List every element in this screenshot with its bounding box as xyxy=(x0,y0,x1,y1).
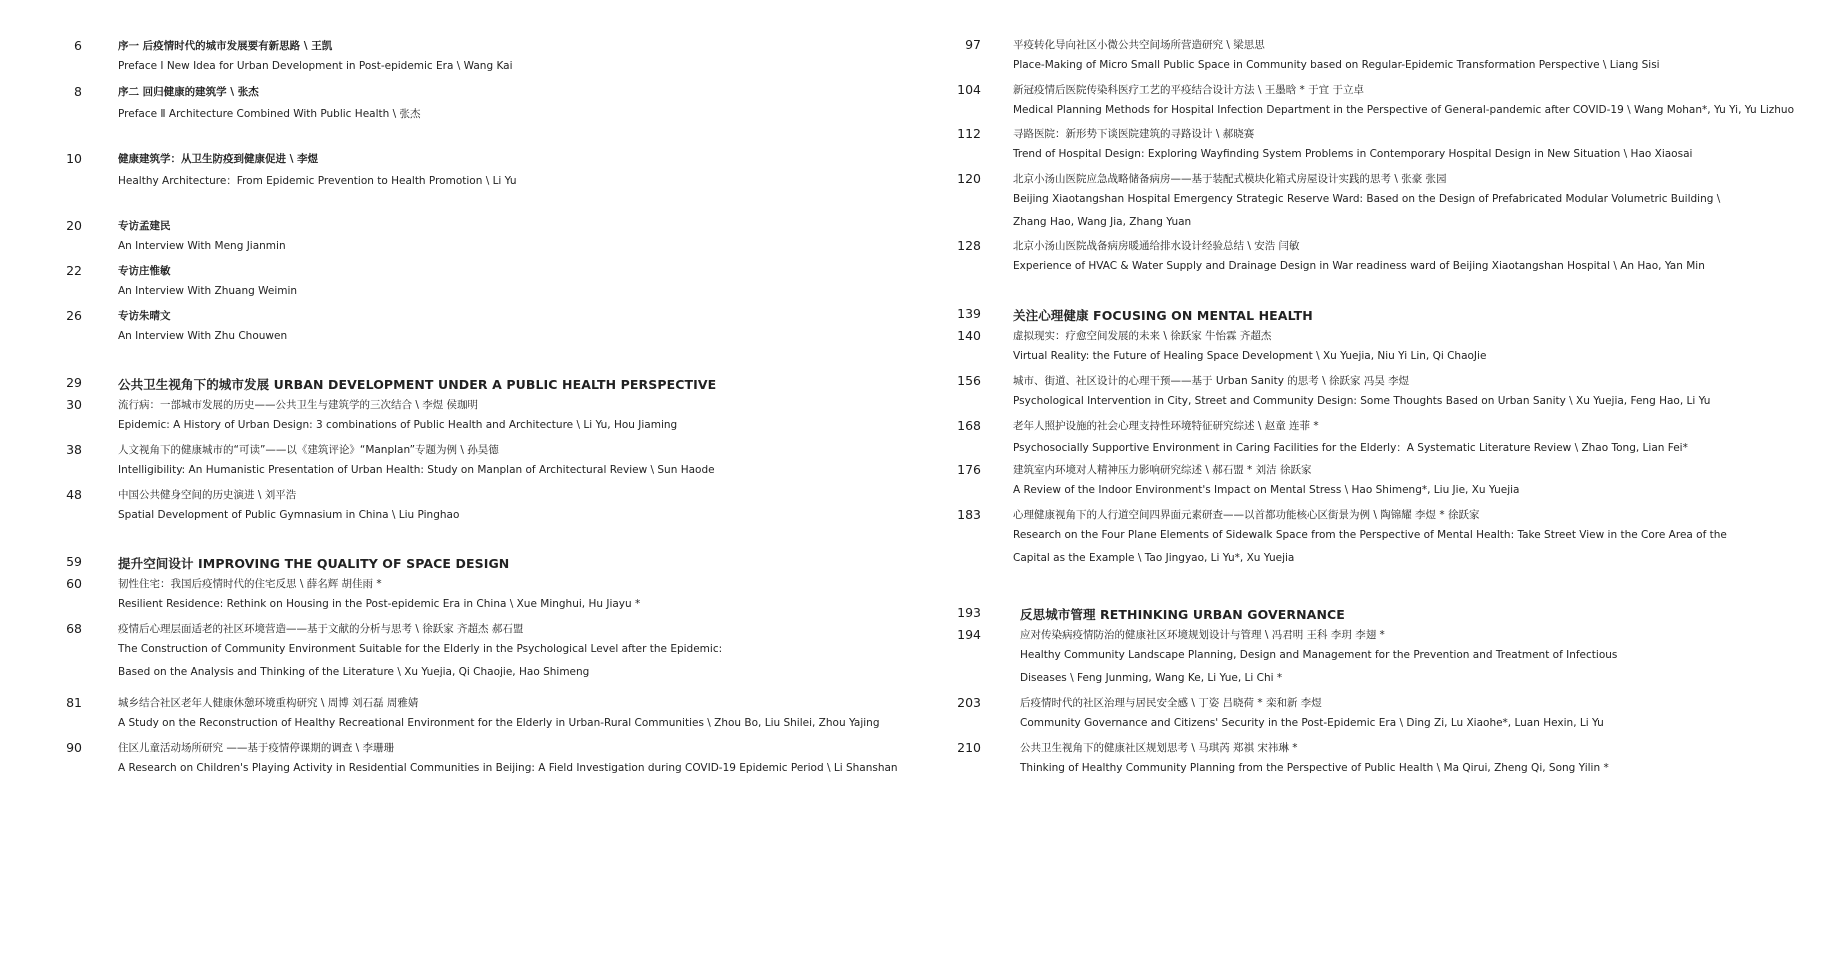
entry-title: 专访孟建民 xyxy=(118,220,171,232)
entry-subtitle: Trend of Hospital Design: Exploring Wayfinding System Problems in Contemporary Hospital Design in New Situation \ Hao Xiaosai xyxy=(1013,148,1693,161)
entry-subtitle: Epidemic: A History of Urban Design: 3 combinations of Public Health and Architecture \ Li Yu, Hou Jiaming xyxy=(118,419,678,432)
section-title: 关注心理健康 FOCUSING ON MENTAL HEALTH xyxy=(1013,308,1313,323)
entry-title: 北京小汤山医院战备病房暖通给排水设计经验总结 \ 安浩 闫敏 xyxy=(1013,240,1300,252)
entry-title: 建筑室内环境对人精神压力影响研究综述 \ 郝石盟 * 刘洁 徐跃家 xyxy=(1013,464,1312,476)
entry-title: 专访庄惟敏 xyxy=(118,265,171,277)
entry-subtitle: Place-Making of Micro Small Public Space in Community based on Regular-Epidemic Transformation Perspective \ Liang Sisi xyxy=(1013,59,1660,72)
entry-title: 疫情后心理层面适老的社区环境营造——基于文献的分析与思考 \ 徐跃家 齐超杰 郝石盟 xyxy=(118,623,524,635)
entry-title: 城市、街道、社区设计的心理干预——基于 Urban Sanity 的思考 \ 徐跃家 冯昊 李煜 xyxy=(1013,375,1410,387)
entry-subtitle: An Interview With Meng Jianmin xyxy=(118,240,286,253)
section-title: 公共卫生视角下的城市发展 URBAN DEVELOPMENT UNDER A PUBLIC HEALTH PERSPECTIVE xyxy=(118,377,717,392)
entry-subtitle: Preface Ⅱ Architecture Combined With Public Health \ 张杰 xyxy=(118,108,421,121)
entry-title: 公共卫生视角下的健康社区规划思考 \ 马琪芮 郑祺 宋祎琳 * xyxy=(1020,742,1298,754)
page-number: 156 xyxy=(957,373,981,388)
page-number: 38 xyxy=(66,442,82,457)
page-number: 30 xyxy=(66,397,82,412)
page-number: 176 xyxy=(957,462,981,477)
entry-subtitle: Spatial Development of Public Gymnasium in China \ Liu Pinghao xyxy=(118,509,460,522)
page-number: 48 xyxy=(66,487,82,502)
page-number: 81 xyxy=(66,695,82,710)
entry-subtitle: Capital as the Example \ Tao Jingyao, Li Yu*, Xu Yuejia xyxy=(1013,551,1295,564)
entry-subtitle: Experience of HVAC & Water Supply and Drainage Design in War readiness ward of Beijing Xiaotangshan Hospital \ An Hao, Yan Min xyxy=(1013,260,1705,273)
section-title: 提升空间设计 IMPROVING THE QUALITY OF SPACE DESIGN xyxy=(118,556,510,571)
page-number: 60 xyxy=(66,576,82,591)
page-number: 10 xyxy=(66,151,82,166)
entry-subtitle: Beijing Xiaotangshan Hospital Emergency Strategic Reserve Ward: Based on the Design of Prefabricated Modular Volumetric Building \ xyxy=(1013,193,1721,206)
entry-subtitle: A Review of the Indoor Environment's Impact on Mental Stress \ Hao Shimeng*, Liu Jie, Xu Yuejia xyxy=(1013,484,1520,497)
page-number: 26 xyxy=(66,308,82,323)
page-number: 112 xyxy=(957,126,981,141)
entry-title: 后疫情时代的社区治理与居民安全感 \ 丁姿 吕晓荷 * 栾和新 李煜 xyxy=(1020,697,1322,709)
page-number: 193 xyxy=(957,605,981,620)
entry-subtitle: An Interview With Zhu Chouwen xyxy=(118,330,288,343)
entry-title: 韧性住宅：我国后疫情时代的住宅反思 \ 薛名辉 胡佳雨 * xyxy=(118,578,382,590)
page-number: 140 xyxy=(957,328,981,343)
entry-subtitle: Virtual Reality: the Future of Healing Space Development \ Xu Yuejia, Niu Yi Lin, Qi ChaoJie xyxy=(1013,350,1487,363)
entry-subtitle: A Research on Children's Playing Activity in Residential Communities in Beijing: A Field Investigation during COVID-19 Epidemic Period \ Li Shanshan xyxy=(118,762,898,775)
entry-subtitle: A Study on the Reconstruction of Healthy Recreational Environment for the Elderly in Urban-Rural Communities \ Zhou Bo, Liu Shilei, Zhou Yajing xyxy=(118,717,880,730)
entry-subtitle: Thinking of Healthy Community Planning from the Perspective of Public Health \ Ma Qirui, Zheng Qi, Song Yilin * xyxy=(1020,762,1609,775)
entry-subtitle: Psychological Intervention in City, Street and Community Design: Some Thoughts Based on Urban Sanity \ Xu Yuejia, Feng Hao, Li Yu xyxy=(1013,395,1711,408)
page-number: 20 xyxy=(66,218,82,233)
page-number: 128 xyxy=(957,238,981,253)
entry-subtitle: Psychosocially Supportive Environment in Caring Facilities for the Elderly：A Systematic Literature Review \ Zhao Tong, Lian Fei* xyxy=(1013,442,1688,455)
entry-subtitle: Based on the Analysis and Thinking of the Literature \ Xu Yuejia, Qi Chaojie, Hao Shimeng xyxy=(118,665,590,678)
page-number: 59 xyxy=(66,554,82,569)
page-number: 168 xyxy=(957,418,981,433)
page-number: 139 xyxy=(957,306,981,321)
entry-title: 序二 回归健康的建筑学 \ 张杰 xyxy=(118,86,259,98)
entry-title: 人文视角下的健康城市的“可读”——以《建筑评论》“Manplan”专题为例 \ 孙昊德 xyxy=(118,444,499,456)
entry-subtitle: Community Governance and Citizens' Security in the Post-Epidemic Era \ Ding Zi, Lu Xiaohe*, Luan Hexin, Li Yu xyxy=(1020,717,1604,730)
page-number: 22 xyxy=(66,263,82,278)
entry-title: 虚拟现实：疗愈空间发展的未来 \ 徐跃家 牛怡霖 齐超杰 xyxy=(1013,330,1272,342)
entry-subtitle: Zhang Hao, Wang Jia, Zhang Yuan xyxy=(1013,215,1192,228)
page-number: 8 xyxy=(74,84,82,99)
entry-title: 住区儿童活动场所研究 ——基于疫情停课期的调查 \ 李珊珊 xyxy=(118,742,395,754)
page-number: 29 xyxy=(66,375,82,390)
entry-title: 序一 后疫情时代的城市发展要有新思路 \ 王凯 xyxy=(118,40,333,52)
entry-subtitle: Resilient Residence: Rethink on Housing in the Post-epidemic Era in China \ Xue Minghui, Hu Jiayu * xyxy=(118,598,641,611)
entry-subtitle: Preface Ⅰ New Idea for Urban Development in Post-epidemic Era \ Wang Kai xyxy=(118,60,513,73)
entry-title: 城乡结合社区老年人健康休憩环境重构研究 \ 周博 刘石磊 周雅婧 xyxy=(118,697,419,709)
entry-subtitle: Research on the Four Plane Elements of Sidewalk Space from the Perspective of Mental Health: Take Street View in the Core Area of the xyxy=(1013,529,1727,542)
page-number: 68 xyxy=(66,621,82,636)
section-title: 反思城市管理 RETHINKING URBAN GOVERNANCE xyxy=(1020,607,1345,622)
entry-title: 流行病：一部城市发展的历史——公共卫生与建筑学的三次结合 \ 李煜 侯珈明 xyxy=(118,399,479,411)
page-number: 210 xyxy=(957,740,981,755)
entry-title: 应对传染病疫情防治的健康社区环境规划设计与管理 \ 冯君明 王科 李玥 李翅 * xyxy=(1020,629,1385,641)
entry-title: 北京小汤山医院应急战略储备病房——基于装配式模块化箱式房屋设计实践的思考 \ 张豪 张园 xyxy=(1013,173,1447,185)
page-number: 203 xyxy=(957,695,981,710)
entry-title: 健康建筑学：从卫生防疫到健康促进 \ 李煜 xyxy=(118,153,319,165)
entry-subtitle: An Interview With Zhuang Weimin xyxy=(118,285,298,298)
entry-subtitle: Healthy Architecture：From Epidemic Prevention to Health Promotion \ Li Yu xyxy=(118,175,517,188)
page-number: 97 xyxy=(965,37,981,52)
page-number: 120 xyxy=(957,171,981,186)
entry-subtitle: The Construction of Community Environment Suitable for the Elderly in the Psychological Level after the Epidemic: xyxy=(118,643,723,656)
entry-subtitle: Intelligibility: An Humanistic Presentation of Urban Health: Study on Manplan of Architectural Review \ Sun Haode xyxy=(118,464,715,477)
entry-title: 老年人照护设施的社会心理支持性环境特征研究综述 \ 赵童 连菲 * xyxy=(1013,420,1319,432)
entry-subtitle: Diseases \ Feng Junming, Wang Ke, Li Yue, Li Chi * xyxy=(1020,671,1283,684)
entry-subtitle: Medical Planning Methods for Hospital Infection Department in the Perspective of General-pandemic after COVID-19 \ Wang Mohan*, Yu Yi, Yu Lizhuo xyxy=(1013,104,1794,117)
page-number: 104 xyxy=(957,82,981,97)
entry-title: 平疫转化导向社区小微公共空间场所营造研究 \ 梁思思 xyxy=(1013,39,1265,51)
entry-title: 寻路医院：新形势下谈医院建筑的寻路设计 \ 郝晓赛 xyxy=(1013,128,1255,140)
page-number: 6 xyxy=(74,38,82,53)
page-number: 183 xyxy=(957,507,981,522)
page-number: 194 xyxy=(957,627,981,642)
entry-title: 新冠疫情后医院传染科医疗工艺的平疫结合设计方法 \ 王墨晗 * 于宜 于立卓 xyxy=(1013,84,1364,96)
page-number: 90 xyxy=(66,740,82,755)
entry-subtitle: Healthy Community Landscape Planning, Design and Management for the Prevention and Treatment of Infectious xyxy=(1020,649,1618,662)
entry-title: 专访朱晴文 xyxy=(118,310,171,322)
entry-title: 中国公共健身空间的历史演进 \ 刘平浩 xyxy=(118,489,297,501)
entry-title: 心理健康视角下的人行道空间四界面元素研查——以首都功能核心区街景为例 \ 陶锦耀 李煜 * 徐跃家 xyxy=(1013,509,1480,521)
